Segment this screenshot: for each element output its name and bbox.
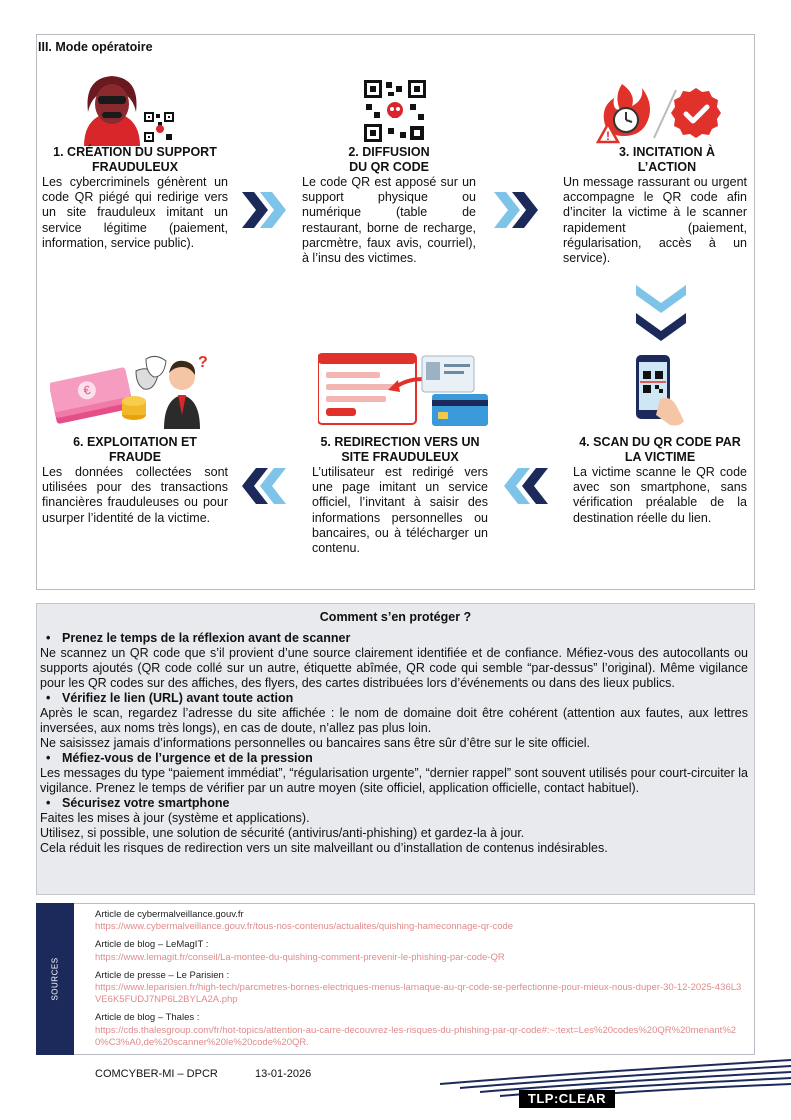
footer-wave-decoration bbox=[440, 1056, 791, 1120]
step-5-title: 5. REDIRECTION VERS UN SITE FRAUDULEUX bbox=[320, 435, 480, 464]
step-4-text: La victime scanne le QR code avec son smartphone, sans vérification préalable de la destination réelle du lien. bbox=[573, 465, 747, 525]
phone-scan-icon bbox=[630, 355, 686, 427]
source-link[interactable]: https://www.leparisien.fr/high-tech/parcmetres-bornes-electriques-menus-larnaque-au-qr-code-se-perfectionne-pour-mieux-nous-duper-30-12-2025-436L3VE6K5FUDJ7NP6L2BYLA2A.php bbox=[95, 982, 742, 1006]
fake-form-icon bbox=[318, 352, 490, 428]
tip-text: Ne scannez un QR code que s’il provient d’une source clairement identifiée et de confiance. Méfiez-vous des autocollants ou supports ajoutés (QR code collé sur un autre, étiquette abîmée, QR code qui semble “par-dessus” l’original). Même vigilance pour les QR codes sur des affiches, des flyers, des cartes distribuées lors d’événements ou dans des lieux publics. bbox=[40, 646, 748, 690]
step-6 bbox=[42, 435, 228, 526]
arrow-right-2 bbox=[492, 188, 542, 232]
urgency-check-icon bbox=[596, 80, 724, 144]
arrow-left-2 bbox=[238, 464, 288, 508]
footer-date: 13-01-2026 bbox=[255, 1068, 312, 1080]
sources-list bbox=[95, 909, 745, 1055]
source-item bbox=[95, 939, 745, 963]
arrow-right-1 bbox=[240, 188, 290, 232]
protection-title: Comment s’en protéger ? bbox=[319, 610, 472, 624]
source-name: Article de blog – Thales : bbox=[95, 1012, 200, 1024]
step-3 bbox=[563, 145, 747, 266]
step-3-text: Un message rassurant ou urgent accompagne le QR code afin d’inciter la victime à le scanner rapidement (paiement, régularisation, accès à un service). bbox=[563, 175, 747, 266]
step-6-text: Les données collectées sont utilisées pour des transactions financières frauduleuses ou pour usurper l’identité de la victime. bbox=[42, 465, 228, 525]
source-item bbox=[95, 970, 745, 1007]
svg-text:?: ? bbox=[198, 354, 208, 371]
arrow-down bbox=[632, 283, 690, 345]
money-fraud-icon bbox=[50, 345, 210, 429]
source-name: Article de blog – LeMagIT : bbox=[95, 939, 209, 951]
sources-label: SOURCES bbox=[50, 957, 60, 1001]
tip-text: Faites les mises à jour (système et applications). bbox=[40, 811, 310, 825]
source-item bbox=[95, 1012, 745, 1049]
tip-text: Les messages du type “paiement immédiat”, “régularisation urgente”, “dernier rappel” sont souvent utilisés pour court-circuiter la vigilance. Prenez le temps de vérifier par un autre moyen (site officiel, application officielle, contact habituel). bbox=[40, 766, 748, 795]
tip-heading: • Sécurisez votre smartphone bbox=[46, 796, 230, 810]
arrow-left-1 bbox=[500, 464, 550, 508]
qr-skull-icon bbox=[364, 80, 426, 142]
step-5 bbox=[312, 435, 488, 556]
step-4-title: 4. SCAN DU QR CODE PAR LA VICTIME bbox=[579, 435, 741, 464]
step-5-text: L’utilisateur est redirigé vers une page imitant un service officiel, l’invitant à saisir des informations personnelles ou bancaires, ou à télécharger un contenu. bbox=[312, 465, 488, 556]
step-6-title: 6. EXPLOITATION ET FRAUDE bbox=[73, 435, 197, 464]
section-title: III. Mode opératoire bbox=[38, 40, 153, 54]
tip-text: Ne saisissez jamais d’informations personnelles ou bancaires sans être sûr d’être sur le site officiel. bbox=[40, 736, 591, 750]
step-1-title: 1. CRÉATION DU SUPPORT FRAUDULEUX bbox=[53, 145, 217, 174]
source-link[interactable]: https://www.lemagit.fr/conseil/La-montee-du-quishing-comment-prevenir-le-phishing-par-code-QR bbox=[95, 951, 505, 963]
tip-heading: • Vérifiez le lien (URL) avant toute action bbox=[46, 691, 294, 705]
footer-org: COMCYBER-MI – DPCR bbox=[95, 1068, 218, 1080]
step-2 bbox=[302, 145, 476, 266]
source-item bbox=[95, 909, 745, 933]
tip-heading: • Méfiez-vous de l’urgence et de la pression bbox=[46, 751, 313, 765]
svg-text:€: € bbox=[82, 382, 92, 398]
step-4 bbox=[573, 435, 747, 526]
step-1-text: Les cybercriminels génèrent un code QR piégé qui redirige vers un site frauduleux imitant un service légitime (paiement, information, service public). bbox=[42, 175, 228, 250]
tip-text: Utilisez, si possible, une solution de sécurité (antivirus/anti-phishing) et gardez-la à jour. bbox=[40, 826, 525, 840]
step-1 bbox=[42, 145, 228, 251]
source-name: Article de presse – Le Parisien : bbox=[95, 969, 230, 981]
hacker-qr-icon bbox=[74, 72, 178, 146]
step-2-title: 2. DIFFUSION DU QR CODE bbox=[348, 145, 430, 174]
protection-tips bbox=[40, 631, 748, 856]
svg-text:!: ! bbox=[606, 129, 610, 143]
tip-text: Après le scan, regardez l’adresse du site affichée : le nom de domaine doit être cohérent (attention aux fautes, aux lettres inversées, aux noms très longs), en cas de doute, n’allez pas plus loin. bbox=[40, 706, 748, 735]
source-link[interactable]: https://cds.thalesgroup.com/fr/hot-topics/attention-au-carre-decouvrez-les-risques-du-phishing-par-qr-code#:~:text=Les%20codes%20QR%20menant%20%C3%A0,de%20scanner%20le%20code%20QR. bbox=[95, 1024, 737, 1048]
tip-heading: • Prenez le temps de la réflexion avant de scanner bbox=[46, 631, 351, 645]
tip-text: Cela réduit les risques de redirection vers un site malveillant ou d’installation de contenus indésirables. bbox=[40, 841, 608, 855]
source-name: Article de cybermalveillance.gouv.fr bbox=[95, 909, 244, 920]
step-2-text: Le code QR est apposé sur un support physique ou numérique (table de restaurant, borne de recharge, parcmètre, faux avis, courriel), à l’insu des victimes. bbox=[302, 175, 476, 266]
source-link[interactable]: https://www.cybermalveillance.gouv.fr/tous-nos-contenus/actualites/quishing-hameconnage-qr-code bbox=[95, 921, 514, 933]
step-3-title: 3. INCITATION À L’ACTION bbox=[618, 145, 716, 174]
tlp-badge: TLP:CLEAR bbox=[519, 1090, 615, 1108]
